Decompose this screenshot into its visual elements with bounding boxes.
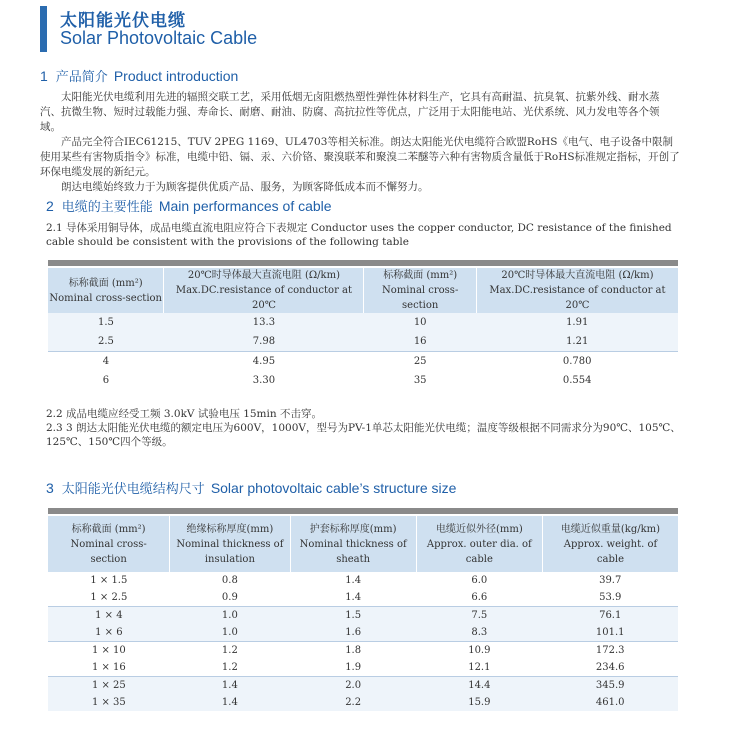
table-cell: 7.5 (416, 607, 542, 625)
table-cell: 10 (364, 313, 476, 332)
table-cell: 2.5 (48, 332, 164, 352)
header-cell (416, 516, 542, 572)
table-cell: 1 × 6 (48, 624, 170, 642)
note-2-3: 2.3 3 朗达太阳能光伏电缆的额定电压为600V，1000V，型号为PV-1单芯太阳能光伏电缆；温度等级根据不同需求分为90℃、105℃、125℃、150℃四个等级。 (46, 422, 681, 448)
header-en: Nominal cross-section (49, 292, 162, 304)
header-cn: 标称截面 (mm²) (71, 523, 146, 535)
table-cell: 172.3 (542, 642, 678, 660)
page-title-en: Solar Photovoltaic Cable (60, 28, 258, 48)
resistance-table (48, 268, 678, 390)
section3-heading (46, 478, 456, 497)
table-cell: 15.9 (416, 694, 542, 711)
header-en: Nominal cross-section (382, 285, 459, 311)
table-cell: 1.5 (290, 607, 416, 625)
table-cell: 6.0 (471, 575, 488, 586)
table-cell: 1.9 (345, 662, 362, 673)
table-cell: 1.6 (290, 624, 416, 642)
section2-notes (46, 407, 686, 449)
table-row (48, 572, 678, 589)
table-cell: 8.3 (416, 624, 542, 642)
section2-intro-text: 2.1 导体采用铜导体，成品电缆直流电阻应符合下表规定 Conductor uses the copper conductor, DC resistance of the finished cable should be consistent with the provisions of the following table (46, 222, 672, 248)
table-cell: 461.0 (542, 694, 678, 711)
header-cn: 20℃时导体最大直流电阻 (Ω/km) (187, 270, 340, 281)
table-cell: 1 × 16 (91, 662, 126, 673)
table-row (48, 694, 678, 711)
header-en: cable (465, 553, 493, 565)
table-cell: 1.2 (170, 642, 290, 660)
table-cell: 1 × 25 (48, 677, 170, 695)
table-cell: 345.9 (542, 677, 678, 695)
section2-intro (46, 221, 682, 249)
table1-top-rule (48, 260, 678, 266)
header-en: cable (596, 553, 624, 565)
table-cell: 1.4 (345, 575, 362, 586)
header-cell (476, 268, 678, 313)
table-cell: 13.3 (164, 313, 364, 332)
title-accent-bar (40, 6, 47, 52)
header-cn: 电缆近似外径(mm) (435, 523, 523, 535)
table-cell: 1 × 4 (48, 607, 170, 625)
table-cell: 2.0 (290, 677, 416, 695)
header-cn: 标称截面 (mm²) (383, 270, 458, 281)
structure-size-table (48, 516, 678, 711)
table-cell: 10.9 (416, 642, 542, 660)
table-cell: 1.4 (345, 592, 362, 603)
table-row (48, 352, 678, 372)
table-cell: 3.30 (252, 375, 276, 386)
table-row (48, 659, 678, 677)
header-en: Approx. outer dia. of (426, 538, 532, 550)
section1-heading (40, 66, 238, 85)
table-cell: 4.95 (164, 352, 364, 372)
header-en: section (90, 553, 127, 565)
header-en: Max.DC.resistance of conductor at 20℃ (489, 285, 666, 311)
section1-paragraph: 产品完全符合IEC61215、TUV 2PEG 1169、UL4703等相关标准。朗达太阳能光伏电缆符合欧盟RoHS《电气、电子设备中限制使用某些有害物质指令》标准，电缆中铅、镉、汞、六价铬、聚溴联苯和聚溴二苯醚等六种有害物质含量低于RoHS标准规定指标，开创了环保电缆发展的新纪元。 (40, 136, 680, 178)
table-cell: 0.9 (221, 592, 238, 603)
section1-title-cn: 产品简介 (55, 70, 108, 85)
table-row (48, 624, 678, 642)
section2-title-cn: 电缆的主要性能 (61, 200, 153, 215)
header-cell (364, 268, 476, 313)
header-cell (164, 268, 364, 313)
header-en: insulation (204, 553, 255, 565)
table-cell: 25 (364, 352, 476, 372)
table-cell: 1.0 (170, 624, 290, 642)
table-row (48, 313, 678, 332)
note-2-2: 2.2 成品电缆应经受工频 3.0kV 试验电压 15min 不击穿。 (46, 408, 322, 420)
table-row (48, 677, 678, 695)
header-en: sheath (336, 553, 371, 565)
header-cell (542, 516, 678, 572)
table-cell: 0.780 (476, 352, 678, 372)
table-row (48, 371, 678, 390)
header-en: Approx. weight. of (563, 538, 658, 550)
table-cell: 1 × 2.5 (90, 592, 128, 603)
table-cell: 1 × 10 (48, 642, 170, 660)
table2-top-rule (48, 508, 678, 514)
header-en: Max.DC.resistance of conductor at 20℃ (175, 285, 353, 311)
table-cell: 1 × 35 (48, 694, 170, 711)
table-header-row (48, 268, 678, 313)
header-cn: 护套标称厚度(mm) (309, 523, 397, 535)
table-cell: 234.6 (595, 662, 625, 673)
table-cell: 35 (413, 375, 427, 386)
table-cell: 1.5 (48, 313, 164, 332)
header-cn: 标称截面 (mm²) (68, 277, 143, 289)
table-cell: 12.1 (468, 662, 491, 673)
table-row (48, 607, 678, 625)
table-cell: 101.1 (542, 624, 678, 642)
table-cell: 6.6 (471, 592, 488, 603)
header-cn: 20℃时导体最大直流电阻 (Ω/km) (501, 270, 654, 281)
table-cell: 1 × 1.5 (90, 575, 128, 586)
table-cell: 16 (364, 332, 476, 352)
section3-title-cn: 太阳能光伏电缆结构尺寸 (61, 482, 205, 497)
header-cell (48, 268, 164, 313)
table-row (48, 642, 678, 660)
table-cell: 4 (48, 352, 164, 372)
header-cell (170, 516, 290, 572)
section3-title-en: Solar photovoltaic cable’s structure size (210, 480, 457, 496)
section1-number: 1 (40, 68, 48, 84)
table-cell: 39.7 (599, 575, 622, 586)
header-cell (48, 516, 170, 572)
page-title-cn: 太阳能光伏电缆 (60, 11, 186, 31)
section1-body (40, 90, 680, 195)
table-cell: 2.2 (290, 694, 416, 711)
section3-number: 3 (46, 480, 54, 496)
section1-title-en: Product introduction (113, 68, 239, 84)
header-cn: 电缆近似重量(kg/km) (560, 523, 661, 535)
header-cn: 绝缘标称厚度(mm) (186, 523, 274, 535)
table-row (48, 332, 678, 352)
table-cell: 1.0 (170, 607, 290, 625)
header-en: Nominal thickness of (176, 538, 284, 550)
header-en: Nominal cross- (70, 538, 147, 550)
table-cell: 1.2 (221, 662, 238, 673)
table-cell: 1.4 (170, 694, 290, 711)
table-cell: 1.91 (476, 313, 678, 332)
section2-number: 2 (46, 198, 54, 214)
table-cell: 53.9 (599, 592, 622, 603)
table-cell: 6 (102, 375, 110, 386)
table-cell: 0.8 (221, 575, 238, 586)
table-cell: 7.98 (164, 332, 364, 352)
table-cell: 14.4 (416, 677, 542, 695)
table-cell: 1.8 (290, 642, 416, 660)
table-cell: 76.1 (542, 607, 678, 625)
section2-title-en: Main performances of cable (158, 198, 332, 214)
header-en: Nominal thickness of (299, 538, 407, 550)
table-cell: 1.21 (476, 332, 678, 352)
table-row (48, 589, 678, 607)
section1-paragraph: 太阳能光伏电缆利用先进的辐照交联工艺，采用低烟无卤阻燃热塑性弹性体材料生产，它具有高耐温、抗臭氧、抗紫外线、耐水蒸汽、抗微生物、短时过载能力强、寿命长、耐磨、耐油、防腐、高抗拉性等优点，广泛用于太阳能电站、光伏系统、风力发电等各个领域。 (40, 91, 660, 133)
table-cell: 1.4 (170, 677, 290, 695)
section1-paragraph: 朗达电缆始终致力于为顾客提供优质产品、服务，为顾客降低成本而不懈努力。 (61, 181, 429, 193)
header-cell (290, 516, 416, 572)
section2-heading (46, 196, 332, 215)
table-cell: 0.554 (562, 375, 592, 386)
table-header-row (48, 516, 678, 572)
